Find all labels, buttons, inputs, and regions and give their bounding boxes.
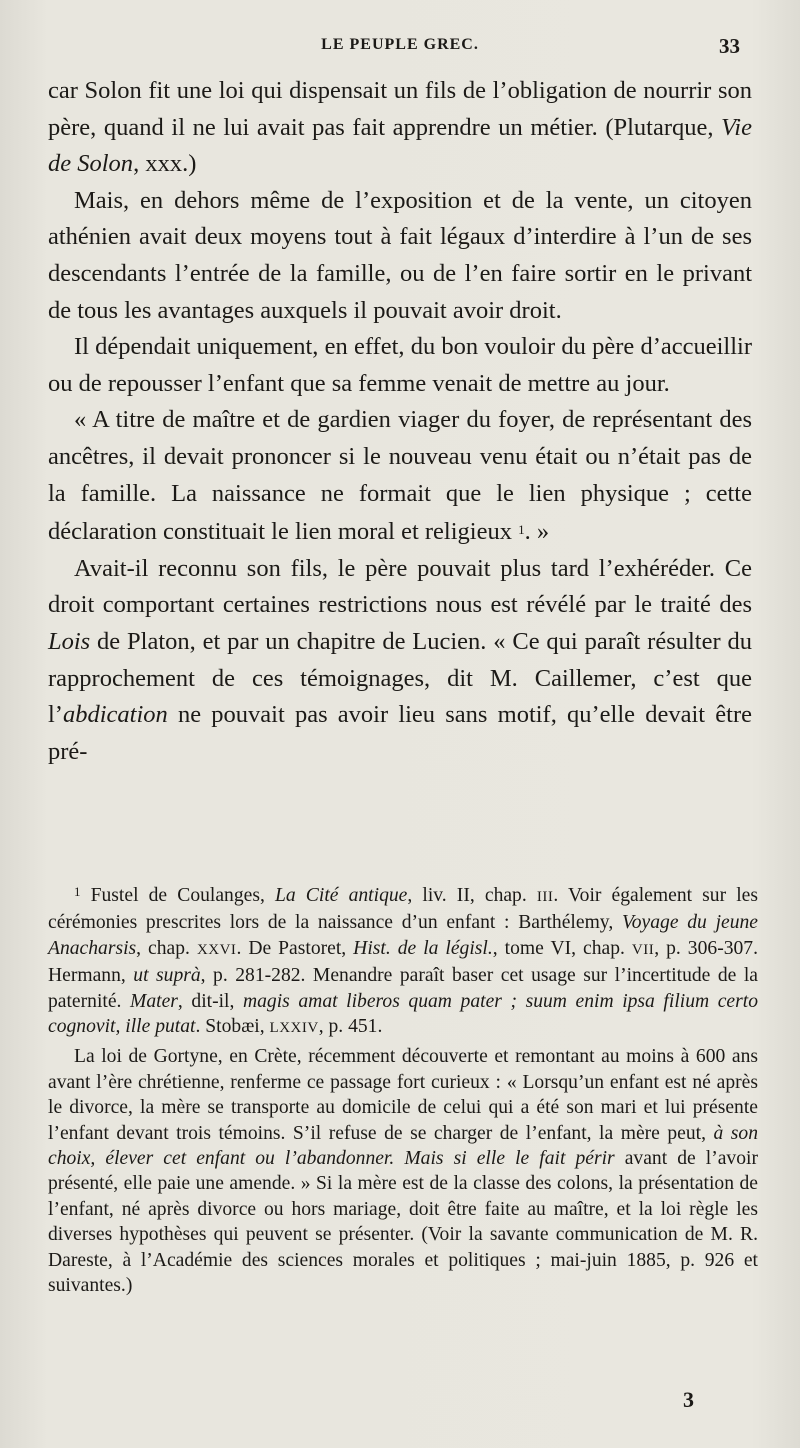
text-run: de Platon, et par un chapitre de Lucien. « Ce qui paraît résulter du rapprochement de ces témoignages, dit M. Caillemer, c’est que l’ xyxy=(48,627,752,729)
text-run: . » xyxy=(524,518,550,546)
text-run: ne pouvait pas avoir lieu sans motif, qu’elle devait être pré- xyxy=(48,701,752,765)
text-run: Fustel de Coulanges, xyxy=(80,885,275,906)
text-run: Il dépendait uniquement, en effet, du bon vouloir du père d’accueillir ou de repousser l’enfant que sa femme venait de mettre au jour. xyxy=(48,333,752,397)
text-run: , p. 281-282. Menandre paraît baser cet usage sur l’incertitude de la paternité. xyxy=(48,965,758,1012)
text-run: Avait-il reconnu son fils, le père pouvait plus tard l’exhéréder. Ce droit comportant certaines restrictions nous est révélé par le traité des xyxy=(48,554,752,619)
text-run: , xxx.) xyxy=(133,150,197,178)
italic-text: Mater xyxy=(130,990,178,1012)
text-run: . Voir également sur les cérémonies prescrites lors de la naissance d’un enfant : Barthélemy, xyxy=(48,885,759,934)
text-run: « A titre de maître et de gardien viager du foyer, de représentant des ancêtres, il devait prononcer si le nouveau venu était ou n’était pas de la famille. La naissance ne formait que le lien physique ; cette déclaration constituait le lien moral et religieux xyxy=(48,406,752,546)
italic-text: abdication xyxy=(62,701,168,729)
text-run: Mais, en dehors même de l’exposition et de la vente, un citoyen athénien avait deux moyens tout à fait légaux d’interdire à l’un de ses descendants l’entrée de la famille, ou de l’en faire sortir en le privant de tous les avantages auxquels il pouvait avoir droit. xyxy=(48,186,752,324)
footnote-marker: 1 xyxy=(518,522,525,538)
footnotes xyxy=(48,879,758,1299)
italic-text: Voyage du jeune Anacharsis xyxy=(48,912,759,959)
running-title: LE PEUPLE GREC. xyxy=(321,36,479,53)
text-run: . Stobæi, xyxy=(195,1016,270,1038)
signature-mark: 3 xyxy=(683,1387,694,1412)
italic-text: magis amat liberos quam pater ; suum enim ipsa filium certo cognovit, ille putat xyxy=(48,990,758,1038)
text-run: La loi de Gortyne, en Crète, récemment découverte et remontant au moins à 600 ans avant l’ère chrétienne, renferme ce passage fort curieux : « Lorsqu’un enfant est né après le divorce, la mère se transporte au domicile de celui qui a été son mari et lui présente l’enfant devant trois témoins. S’il refuse de se charger de l’enfant, la mère peut, xyxy=(48,1046,758,1144)
paragraph xyxy=(48,183,752,329)
text-run: , dit-il, xyxy=(177,990,243,1012)
page-header xyxy=(0,36,800,64)
italic-text: à son choix, élever cet enfant ou l’abandonner. Mais si elle le fait périr xyxy=(48,1122,758,1170)
paragraph xyxy=(48,329,752,402)
text-run: , liv. II, chap. xyxy=(407,885,537,906)
footnote-continuation xyxy=(48,1044,758,1298)
italic-text: Lois xyxy=(48,627,91,655)
text-run: avant de l’avoir présenté, elle paie une amende. » Si la mère est de la classe des colons, la présentation de l’enfant, né après divorce ou hors mariage, doit être faite au maître, et la loi règle les diverses hypothèses qui peuvent se présenter. (Voir la savante communication de M. R. Dareste, à l’Académie des sciences morales et politiques ; mai-juin 1885, p. 926 et suivantes.) xyxy=(48,1148,758,1297)
paragraph xyxy=(48,73,752,183)
text-run: . De Pastoret, xyxy=(236,937,354,959)
text-run: , chap. xyxy=(136,937,197,959)
text-run: , tome VI, chap. xyxy=(492,937,632,959)
roman-numeral: LXXIV xyxy=(269,1020,319,1037)
roman-numeral: III xyxy=(536,889,554,905)
paragraph xyxy=(48,551,752,771)
italic-text: Hist. de la législ. xyxy=(353,937,493,959)
page-number: 33 xyxy=(719,34,740,58)
footnote-marker: 1 xyxy=(74,884,81,899)
italic-text: La Cité antique xyxy=(275,885,408,906)
text-run: , p. 451. xyxy=(318,1016,383,1038)
roman-numeral: VII xyxy=(631,941,655,958)
roman-numeral: XXVI xyxy=(196,941,237,958)
italic-text: ut suprà xyxy=(133,965,201,987)
text-run: car Solon fit une loi qui dispensait un fils de l’obligation de nourrir son père, quand il ne lui avait pas fait apprendre un métier. (Plutarque, xyxy=(48,77,752,141)
italic-text: Vie de Solon xyxy=(48,113,752,178)
footnote xyxy=(48,879,758,1041)
main-text xyxy=(48,73,752,770)
text-run: , p. 306-307. Hermann, xyxy=(48,937,759,987)
paragraph xyxy=(48,402,752,550)
